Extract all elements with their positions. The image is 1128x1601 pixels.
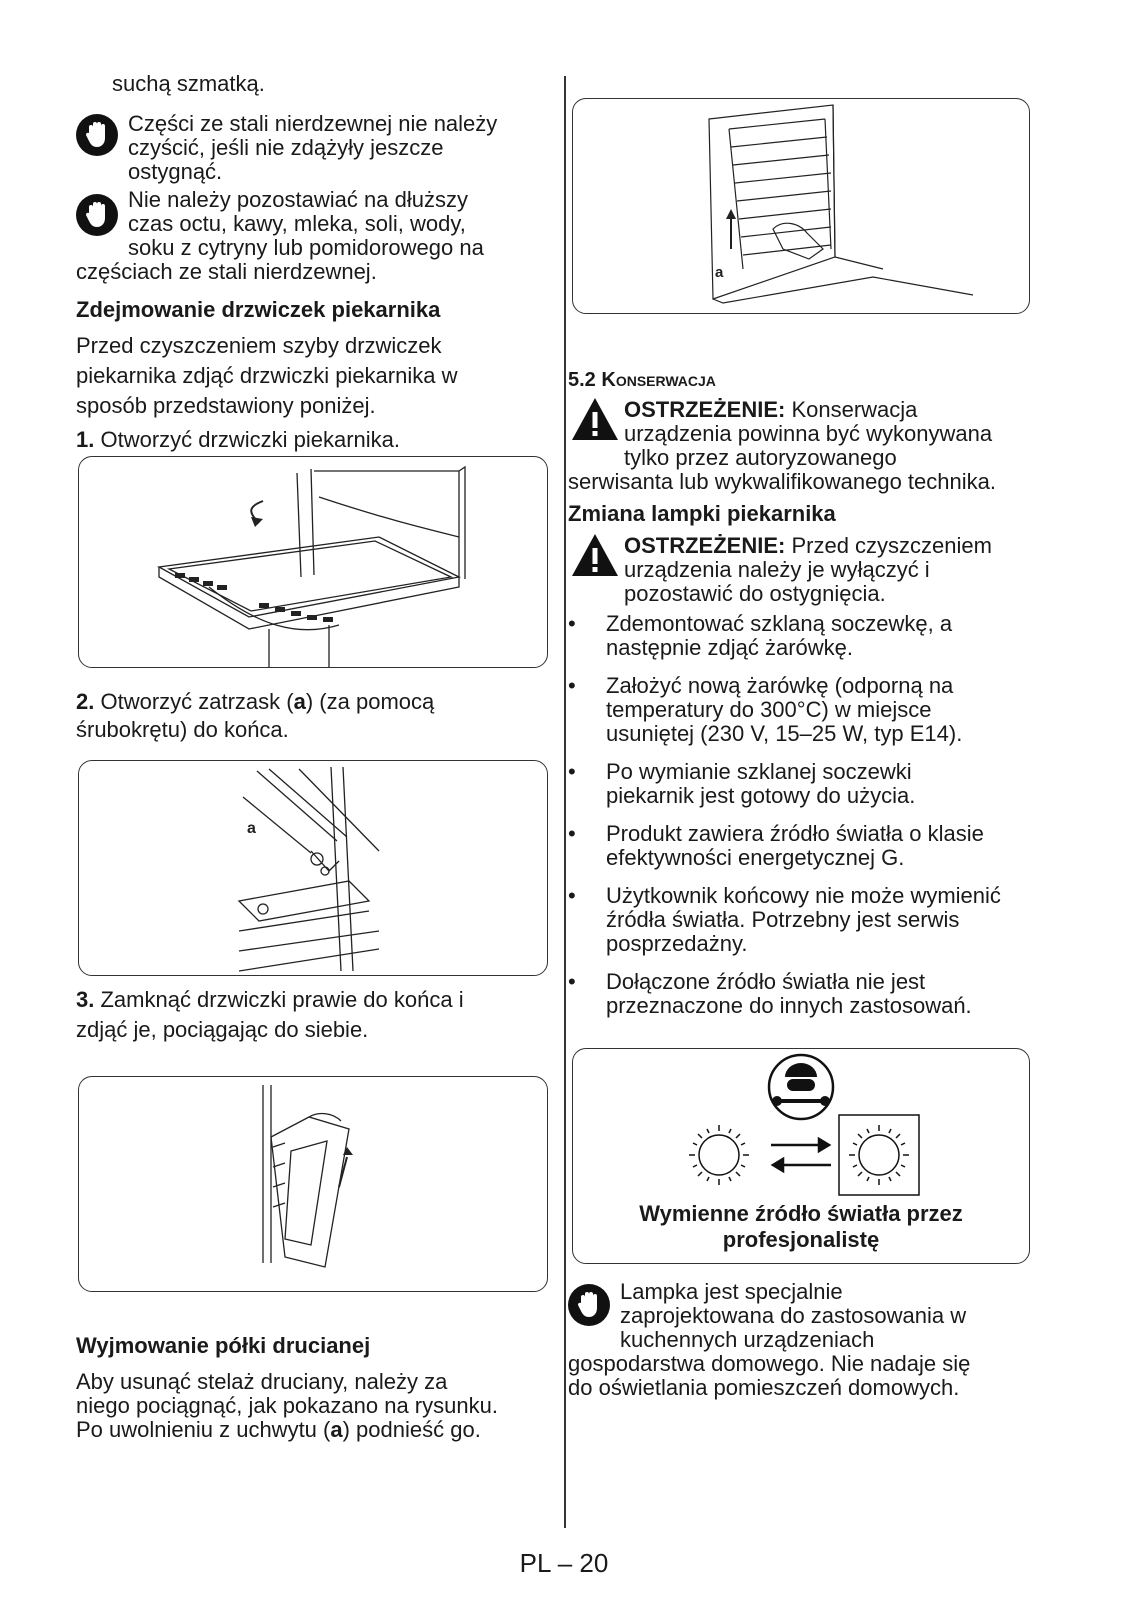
section-heading: 5.2 Konserwacja [568, 369, 716, 391]
step2-line2: śrubokrętu) do końca. [76, 717, 289, 742]
figure-wire-shelf [572, 98, 1030, 314]
bullet2-line2: temperatury do 300°C) w miejsce [606, 697, 932, 722]
note1-line3: ostygnąć. [128, 159, 223, 184]
bullet5-line1: Użytkownik końcowy nie może wymienić [606, 883, 1001, 908]
hand-stop-icon [76, 194, 118, 236]
column-divider [564, 76, 566, 1528]
door-intro-3: sposób przedstawiony poniżej. [76, 393, 376, 418]
door-intro-2: piekarnika zdjąć drzwiczki piekarnika w [76, 363, 458, 388]
note2-line1: Nie należy pozostawiać na dłuższy [128, 187, 468, 212]
note2-line3: soku z cytryny lub pomidorowego na [128, 235, 484, 260]
hinge-latch-illustration [79, 761, 547, 975]
caption-line1: Wymienne źródło światła przez [639, 1201, 963, 1226]
note1-line1: Części ze stali nierdzewnej nie należy [128, 111, 498, 136]
note3-line1: Lampka jest specjalnie [620, 1279, 843, 1304]
hand-stop-icon [76, 114, 118, 156]
note3-line2: zaprojektowana do zastosowania w [620, 1303, 967, 1328]
warning2-line2: urządzenia należy je wyłączyć i [624, 557, 930, 582]
page-number: PL – 20 [519, 1548, 609, 1578]
intro-line: suchą szmatką. [112, 71, 265, 96]
warning1-line4: serwisanta lub wykwalifikowanego technika. [568, 469, 996, 494]
bullet2-line3: usuniętej (230 V, 15–25 W, typ E14). [606, 721, 963, 746]
bullet3-line1: Po wymianie szklanej soczewki [606, 759, 912, 784]
door-removal-illustration [79, 1077, 547, 1291]
bullet-dot: • [568, 759, 576, 784]
door-heading: Zdejmowanie drzwiczek piekarnika [76, 297, 441, 322]
wire-shelf-illustration [573, 99, 1029, 313]
warning1-line1: OSTRZEŻENIE: Konserwacja [624, 397, 918, 422]
warning2-line3: pozostawić do ostygnięcia. [624, 581, 886, 606]
bullet6-line1: Dołączone źródło światła nie jest [606, 969, 926, 994]
bullet3-line2: piekarnik jest gotowy do użycia. [606, 783, 916, 808]
bullet5-line3: posprzedażny. [606, 931, 748, 956]
light-bulb-sun-icon [839, 1115, 919, 1195]
note1-line2: czyścić, jeśli nie zdążyły jeszcze [128, 135, 444, 160]
bullet5-line2: źródła światła. Potrzebny jest serwis [606, 907, 960, 932]
light-bulb-sun-icon [689, 1125, 749, 1185]
bullet-dot: • [568, 969, 576, 994]
shelf-heading: Wyjmowanie półki drucianej [76, 1333, 371, 1358]
warning-triangle-icon [570, 396, 620, 442]
caption-line2: profesjonalistę [722, 1227, 880, 1252]
hand-stop-icon [568, 1284, 610, 1326]
lamp-heading: Zmiana lampki piekarnika [568, 501, 836, 526]
step3-line2: zdjąć je, pociągając do siebie. [76, 1017, 369, 1042]
figure-oven-door-open [78, 456, 548, 668]
step2-line1: 2. Otworzyć zatrzask (a) (za pomocą [76, 689, 435, 714]
figure-door-removal [78, 1076, 548, 1292]
step1: 1. Otworzyć drzwiczki piekarnika. [76, 427, 400, 452]
figure-replaceable-light-source [572, 1048, 1030, 1264]
shelf-line3: Po uwolnieniu z uchwytu (a) podnieść go. [76, 1417, 481, 1442]
note2-line4: częściach ze stali nierdzewnej. [76, 259, 377, 284]
step3-line1: 3. Zamknąć drzwiczki prawie do końca i [76, 987, 464, 1012]
note3-line3: kuchennych urządzeniach [620, 1327, 875, 1352]
bullet6-line2: przeznaczone do innych zastosowań. [606, 993, 972, 1018]
note3-line4: gospodarstwa domowego. Nie nadaje się [568, 1351, 971, 1376]
bullet-dot: • [568, 611, 576, 636]
bullet4-line1: Produkt zawiera źródło światła o klasie [606, 821, 984, 846]
fig-shelf-label: a [715, 264, 724, 281]
warning2-line1: OSTRZEŻENIE: Przed czyszczeniem [624, 533, 992, 558]
note3-line5: do oświetlania pomieszczeń domowych. [568, 1375, 960, 1400]
shelf-line1: Aby usunąć stelaż druciany, należy za [76, 1369, 448, 1394]
oven-door-open-illustration [79, 457, 547, 667]
note2-line2: czas octu, kawy, mleka, soli, wody, [128, 211, 466, 236]
warning-triangle-icon [570, 532, 620, 578]
bullet1-line1: Zdemontować szklaną soczewkę, a [606, 611, 953, 636]
warning1-line2: urządzenia powinna być wykonywana [624, 421, 993, 446]
door-intro-1: Przed czyszczeniem szyby drzwiczek [76, 333, 442, 358]
technician-icon [769, 1055, 833, 1119]
bullet-dot: • [568, 883, 576, 908]
bullet-dot: • [568, 673, 576, 698]
bullet4-line2: efektywności energetycznej G. [606, 845, 905, 870]
bullet1-line2: następnie zdjąć żarówkę. [606, 635, 854, 660]
warning1-line3: tylko przez autoryzowanego [624, 445, 897, 470]
bullet2-line1: Założyć nową żarówkę (odporną na [606, 673, 954, 698]
bullet-dot: • [568, 821, 576, 846]
figure-hinge-latch [78, 760, 548, 976]
swap-arrows-icon [771, 1139, 831, 1171]
shelf-line2: niego pociągnąć, jak pokazano na rysunku. [76, 1393, 498, 1418]
fig2-label: a [247, 820, 256, 837]
